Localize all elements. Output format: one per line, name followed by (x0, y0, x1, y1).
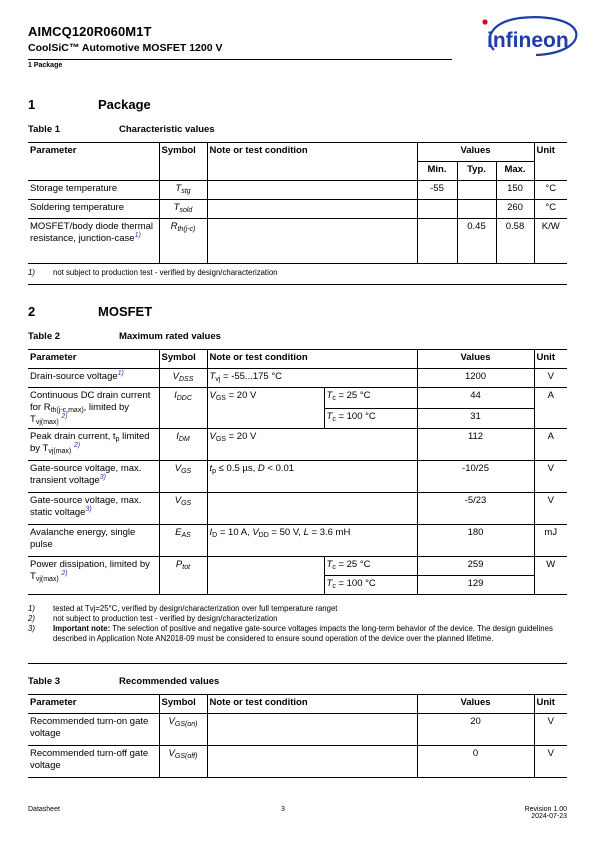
col-header-values: Values (417, 350, 534, 369)
cell-symbol: $V_{DSS}$ (159, 369, 207, 388)
cell-condition: $I_D = 10$ A, $V_{DD} = 50$ V, L = 3.6 mH (207, 525, 417, 557)
cell-symbol: $R_{th(j-c)}$ (159, 219, 207, 264)
cell-value: 180 (417, 525, 534, 557)
cell-unit: W (534, 557, 567, 595)
cell-symbol: $I_{DM}$ (159, 429, 207, 461)
footnote-ref[interactable]: 2) (61, 413, 68, 420)
col-header-parameter: Parameter (28, 350, 159, 369)
table-row (28, 181, 567, 200)
cell-typ (457, 200, 496, 219)
cell-typ: 0.45 (457, 219, 496, 264)
cell-unit: V (534, 714, 567, 746)
cell-value: 31 (417, 408, 534, 429)
cell-max: 260 (496, 200, 534, 219)
footnote-ref[interactable]: 3) (85, 506, 92, 513)
cell-value: 129 (417, 576, 534, 595)
table-row (28, 369, 567, 388)
col-header-parameter: Parameter (28, 143, 159, 181)
cell-parameter: Avalanche energy, single pulse (28, 525, 159, 557)
cell-subcondition: $T_c = 25$ °C (324, 388, 417, 409)
footnote: 3) Important note: The selection of positive and negative gate-source voltages impacts the long-term behavior of the device. The design guidelines described in Application Note AN2018-09 must be considered to ensure sound operation of the device over the planned lifetime. (28, 624, 553, 643)
cell-symbol: $I_{DDC}$ (159, 388, 207, 429)
cell-value: 0 (417, 746, 534, 778)
cell-subcondition: $T_c = 100$ °C (324, 408, 417, 429)
col-header-values: Values (417, 695, 534, 714)
cell-unit: mJ (534, 525, 567, 557)
table-label: Table 1 (28, 124, 61, 135)
cell-symbol: $P_{tot}$ (159, 557, 207, 595)
cell-unit: A (534, 429, 567, 461)
section-title: Package (98, 97, 151, 112)
footnote: 2) not subject to production test - verified by design/characterization (28, 614, 278, 623)
page-number: 3 (281, 806, 285, 813)
table-row (28, 746, 567, 778)
col-header-condition: Note or test condition (207, 350, 417, 369)
cell-condition: $t_p \le 0.5$ µs, D < 0.01 (207, 461, 417, 493)
logo-text: infineon (487, 29, 569, 52)
cell-min (417, 200, 457, 219)
footer-doc-type: Datasheet (28, 806, 60, 813)
cell-value: -10/25 (417, 461, 534, 493)
footnote-ref[interactable]: 3) (99, 474, 106, 481)
cell-symbol: $V_{GS(on)}$ (159, 714, 207, 746)
cell-parameter: MOSFET/body diode thermal resistance, junction-case$^{1)}$ (28, 219, 159, 264)
cell-condition: $T_{vj} = -55...175$ °C (207, 369, 417, 388)
cell-parameter: Power dissipation, limited by $T_{vj(max)}$ $^{2)}$ (28, 557, 159, 595)
cell-symbol: $E_{AS}$ (159, 525, 207, 557)
divider (28, 284, 567, 285)
table-row (28, 219, 567, 264)
table-recommended-values (28, 694, 567, 778)
cell-condition: $V_{GS} = 20$ V (207, 388, 324, 429)
cell-max: 150 (496, 181, 534, 200)
cell-value: 259 (417, 557, 534, 576)
cell-value: 112 (417, 429, 534, 461)
cell-parameter: Gate-source voltage, max. static voltage$^{3)}$ (28, 493, 159, 525)
footnote: 1) tested at Tvj=25°C, verified by design/characterization over full temperature ranget (28, 604, 338, 613)
cell-value: 1200 (417, 369, 534, 388)
cell-min: -55 (417, 181, 457, 200)
cell-unit: V (534, 369, 567, 388)
cell-parameter: Peak drain current, $t_p$ limited by $T_{vj(max)}$ $^{2)}$ (28, 429, 159, 461)
cell-condition (207, 557, 324, 595)
cell-condition (207, 181, 417, 200)
cell-condition: $V_{GS} = 20$ V (207, 429, 417, 461)
col-header-max: Max. (496, 162, 534, 181)
cell-unit: °C (534, 200, 567, 219)
divider (28, 663, 567, 664)
table-title: Maximum rated values (119, 331, 221, 342)
cell-parameter: Recommended turn-on gate voltage (28, 714, 159, 746)
col-header-unit: Unit (534, 695, 567, 714)
footnote: 1) not subject to production test - verified by design/characterization (28, 268, 278, 277)
cell-symbol: $T_{stg}$ (159, 181, 207, 200)
cell-condition (207, 714, 417, 746)
cell-max: 0.58 (496, 219, 534, 264)
infineon-logo (476, 14, 580, 60)
footnote-ref[interactable]: 1) (134, 232, 141, 239)
revision: Revision 1.00 (524, 806, 567, 813)
table-row (28, 429, 567, 461)
cell-condition (207, 746, 417, 778)
cell-parameter: Continuous DC drain current for $R_{th(j-c,max)}$, limited by $T_{vj(max)}$ $^{2)}$ (28, 388, 159, 429)
col-header-condition: Note or test condition (207, 695, 417, 714)
cell-value: 44 (417, 388, 534, 409)
cell-condition (207, 219, 417, 264)
cell-unit: V (534, 493, 567, 525)
section-title: MOSFET (98, 304, 153, 319)
table-maximum-rated-values (28, 349, 567, 595)
cell-unit: V (534, 746, 567, 778)
table-row (28, 493, 567, 525)
footnote-ref[interactable]: 1) (117, 370, 124, 377)
product-line: CoolSiC™ Automotive MOSFET 1200 V (28, 42, 223, 54)
col-header-unit: Unit (534, 350, 567, 369)
cell-subcondition: $T_c = 25$ °C (324, 557, 417, 576)
col-header-parameter: Parameter (28, 695, 159, 714)
cell-symbol: $V_{GS}$ (159, 461, 207, 493)
table-row (28, 200, 567, 219)
table-row (28, 714, 567, 746)
cell-min (417, 219, 457, 264)
col-header-min: Min. (417, 162, 457, 181)
section-number: 1 (28, 97, 36, 112)
col-header-typ: Typ. (457, 162, 496, 181)
table-row (28, 388, 567, 409)
section-number: 2 (28, 304, 36, 319)
cell-unit: V (534, 461, 567, 493)
cell-unit: A (534, 388, 567, 429)
cell-parameter: Gate-source voltage, max. transient voltage$^{3)}$ (28, 461, 159, 493)
col-header-values: Values (417, 143, 534, 162)
cell-subcondition: $T_c = 100$ °C (324, 576, 417, 595)
cell-parameter: Recommended turn-off gate voltage (28, 746, 159, 778)
header-rule (28, 59, 452, 60)
table-characteristic-values (28, 142, 567, 264)
table-2-footnotes (28, 604, 567, 644)
cell-unit: °C (534, 181, 567, 200)
cell-unit: K/W (534, 219, 567, 264)
col-header-unit: Unit (534, 143, 567, 181)
footnote-ref[interactable]: 2) (73, 442, 81, 449)
col-header-symbol: Symbol (159, 695, 207, 714)
section-breadcrumb: 1 Package (28, 62, 63, 69)
table-row (28, 525, 567, 557)
part-number: AIMCQ120R060M1T (28, 24, 152, 39)
table-1-footnotes (28, 268, 567, 278)
cell-symbol: $V_{GS}$ (159, 493, 207, 525)
table-row (28, 461, 567, 493)
cell-parameter: Soldering temperature (28, 200, 159, 219)
cell-condition (207, 200, 417, 219)
cell-condition (207, 493, 417, 525)
cell-typ (457, 181, 496, 200)
cell-value: 20 (417, 714, 534, 746)
revision-date: 2024-07-23 (531, 813, 567, 820)
footer-revision (525, 806, 567, 820)
footnote-ref[interactable]: 2) (61, 570, 68, 577)
cell-value: -5/23 (417, 493, 534, 525)
cell-parameter: Storage temperature (28, 181, 159, 200)
col-header-symbol: Symbol (159, 350, 207, 369)
col-header-symbol: Symbol (159, 143, 207, 181)
table-row (28, 557, 567, 576)
col-header-condition: Note or test condition (207, 143, 417, 181)
table-title: Characteristic values (119, 124, 215, 135)
cell-symbol: $T_{sold}$ (159, 200, 207, 219)
cell-parameter: Drain-source voltage$^{1)}$ (28, 369, 159, 388)
cell-symbol: $V_{GS(off)}$ (159, 746, 207, 778)
table-label: Table 2 (28, 331, 61, 342)
table-title: Recommended values (119, 676, 220, 687)
table-label: Table 3 (28, 676, 61, 687)
